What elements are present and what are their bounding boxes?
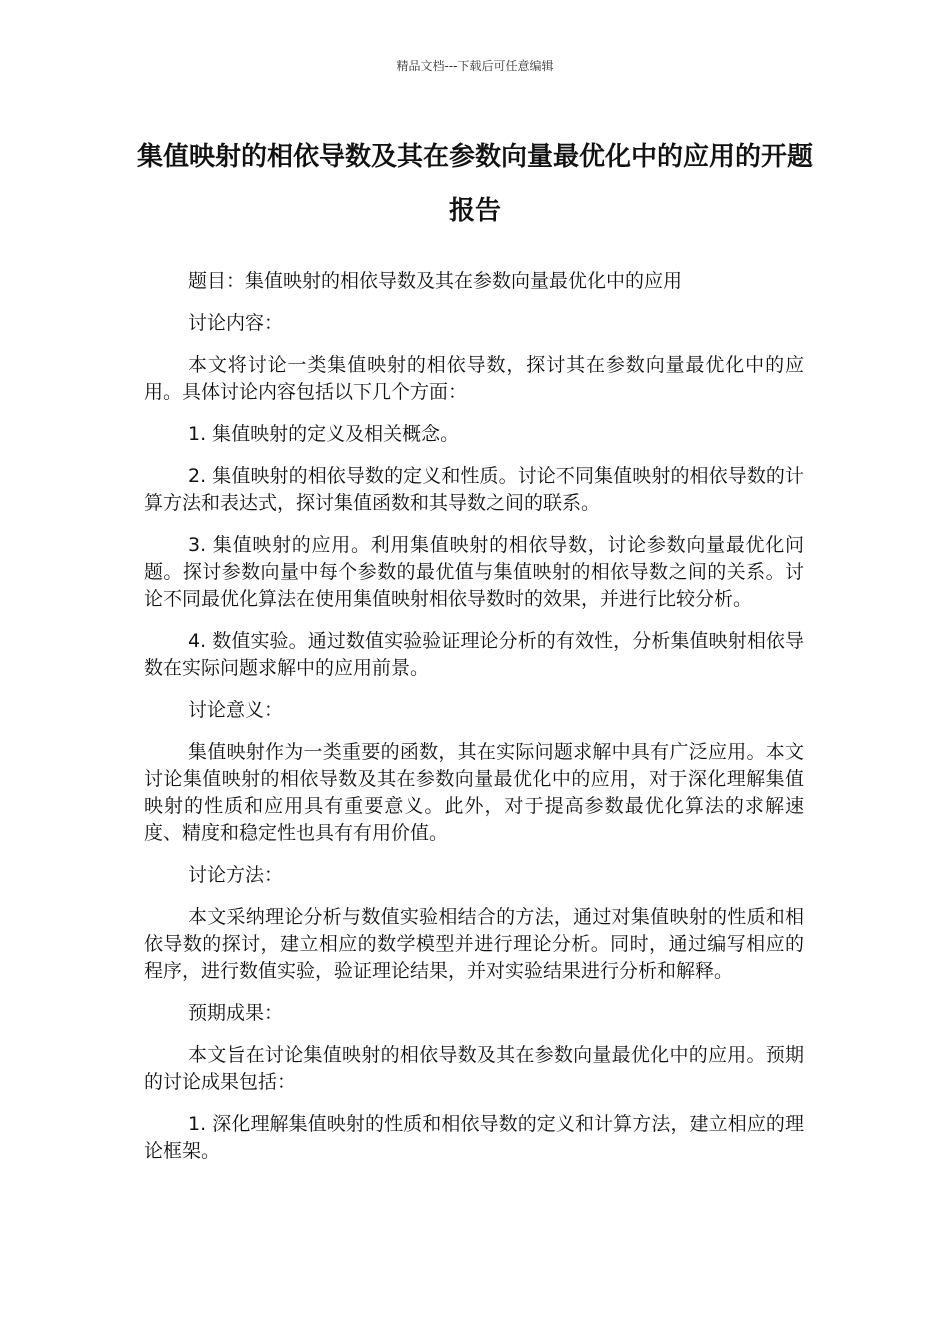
page-header-note: 精品文档---下载后可任意编辑 — [396, 59, 554, 73]
heading-significance: 讨论意义： — [188, 699, 284, 721]
list-item-1: 1. 集值映射的定义及相关概念。 — [188, 423, 460, 445]
document-body — [144, 268, 804, 1180]
list-item-3: 3. 集值映射的应用。利用集值映射的相依导数，讨论参数向量最优化问题。探讨参数向量中每个参数的最优值与集值映射的相依导数之间的关系。讨论不同最优化算法在使用集值映射相依导数时的效果，并进行比较分析。 — [144, 534, 804, 610]
paragraph-method: 本文采纳理论分析与数值实验相结合的方法，通过对集值映射的性质和相依导数的探讨，建立相应的数学模型并进行理论分析。同时，通过编写相应的程序，进行数值实验，验证理论结果，并对实验结果进行分析和解释。 — [144, 906, 804, 982]
heading-content: 讨论内容： — [188, 312, 284, 334]
list-item-2: 2. 集值映射的相依导数的定义和性质。讨论不同集值映射的相依导数的计算方法和表达式，探讨集值函数和其导数之间的联系。 — [144, 465, 804, 514]
document-title: 集值映射的相依导数及其在参数向量最优化中的应用的开题报告 — [136, 142, 813, 226]
paragraph-topic: 题目：集值映射的相依导数及其在参数向量最优化中的应用 — [188, 270, 683, 292]
paragraph-significance: 集值映射作为一类重要的函数，其在实际问题求解中具有广泛应用。本文讨论集值映射的相依导数及其在参数向量最优化中的应用，对于深化理解集值映射的性质和应用具有重要意义。此外，对于提高参数最优化算法的求解速度、精度和稳定性也具有有用价值。 — [144, 741, 804, 844]
heading-expected-results: 预期成果： — [188, 1002, 284, 1024]
heading-method: 讨论方法： — [188, 864, 284, 886]
paragraph-expected-intro: 本文旨在讨论集值映射的相依导数及其在参数向量最优化中的应用。预期的讨论成果包括： — [144, 1044, 804, 1093]
paragraph-content-intro: 本文将讨论一类集值映射的相依导数，探讨其在参数向量最优化中的应用。具体讨论内容包括以下几个方面： — [144, 354, 804, 403]
list-item-4: 4. 数值实验。通过数值实验验证理论分析的有效性，分析集值映射相依导数在实际问题求解中的应用前景。 — [144, 630, 804, 679]
expected-item-1: 1. 深化理解集值映射的性质和相依导数的定义和计算方法，建立相应的理论框架。 — [144, 1113, 804, 1162]
